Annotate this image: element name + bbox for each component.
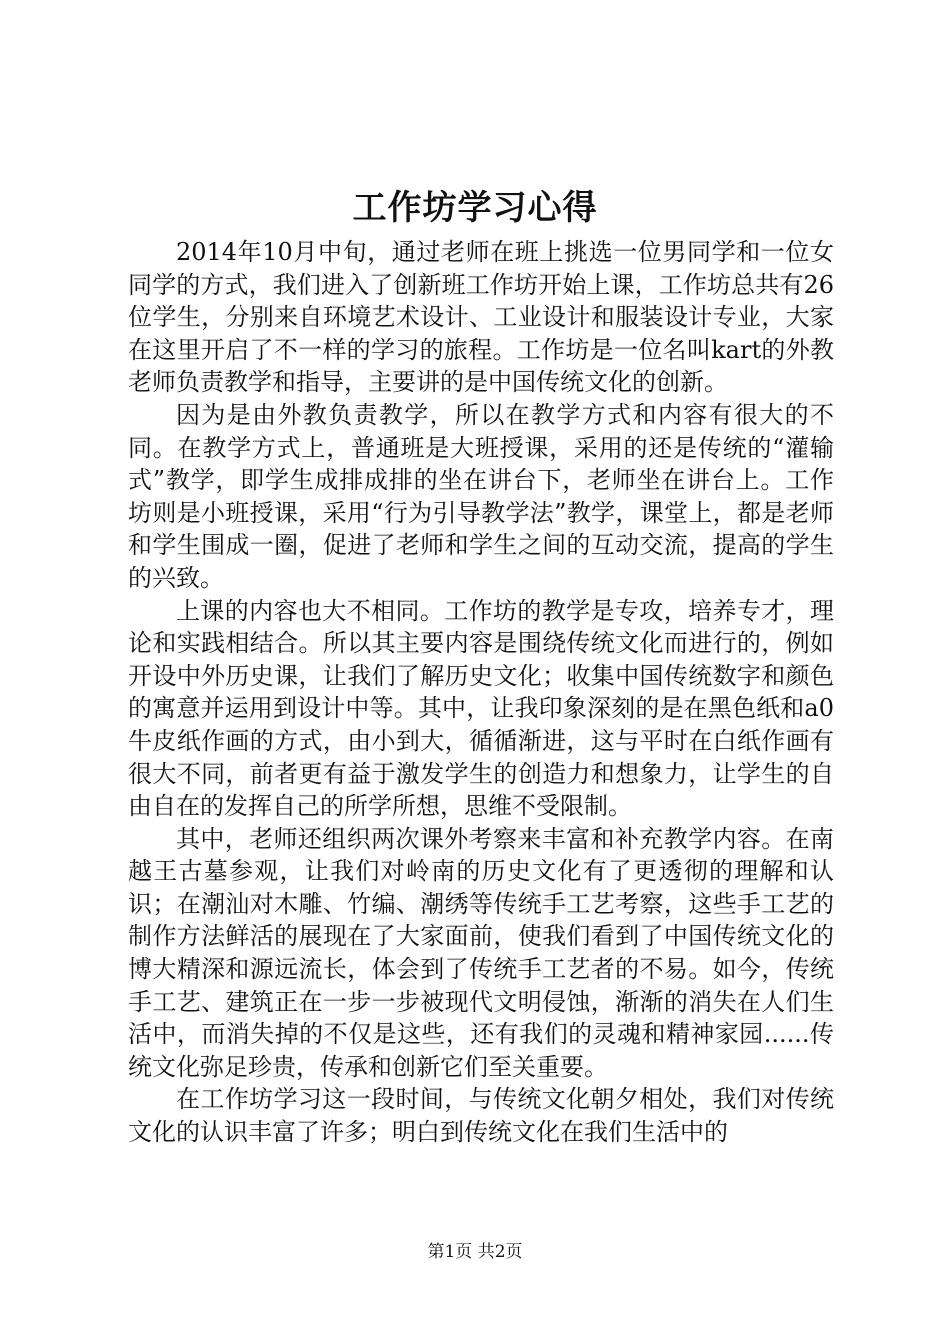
paragraph-3: 上课的内容也大不相同。工作坊的教学是专攻，培养专才，理论和实践相结合。所以其主要内容是围绕传统文化而进行的，例如开设中外历史课，让我们了解历史文化；收集中国传统数字和颜色的寓意并运用到设计中等。其中，让我印象深刻的是在黑色纸和a0牛皮纸作画的方式，由小到大，循循渐进，这与平时在白纸作画有很大不同，前者更有益于激发学生的创造力和想象力，让学生的自由自在的发挥自己的所学所想，思维不受限制。 [128,596,834,821]
document-body [128,236,834,1149]
paragraph-1: 2014年10月中旬，通过老师在班上挑选一位男同学和一位女同学的方式，我们进入了创新班工作坊开始上课，工作坊总共有26位学生，分别来自环境艺术设计、工业设计和服装设计专业，大家在这里开启了不一样的学习的旅程。工作坊是一位名叫kart的外教老师负责教学和指导，主要讲的是中国传统文化的创新。 [128,238,834,397]
paragraph-5: 在工作坊学习这一段时间，与传统文化朝夕相处，我们对传统文化的认识丰富了许多；明白到传统文化在我们生活中的 [128,1085,834,1147]
page-footer: 第1页 共2页 [427,1242,523,1262]
paragraph-2: 因为是由外教负责教学，所以在教学方式和内容有很大的不同。在教学方式上，普通班是大班授课，采用的还是传统的“灌输式”教学，即学生成排成排的坐在讲台下，老师坐在讲台上。工作坊则是小班授课，采用“行为引导教学法”教学，课堂上，都是老师和学生围成一圈，促进了老师和学生之间的互动交流，提高的学生的兴致。 [128,400,834,592]
paragraph-4: 其中，老师还组织两次课外考察来丰富和补充教学内容。在南越王古墓参观，让我们对岭南的历史文化有了更透彻的理解和认识；在潮汕对木雕、竹编、潮绣等传统手工艺考察，这些手工艺的制作方法鲜活的展现在了大家面前，使我们看到了中国传统文化的博大精深和源远流长，体会到了传统手工艺者的不易。如今，传统手工艺、建筑正在一步一步被现代文明侵蚀，渐渐的消失在人们生活中，而消失掉的不仅是这些，还有我们的灵魂和精神家园......传统文化弥足珍贵，传承和创新它们至关重要。 [128,824,834,1081]
document-title: 工作坊学习心得 [352,188,598,228]
